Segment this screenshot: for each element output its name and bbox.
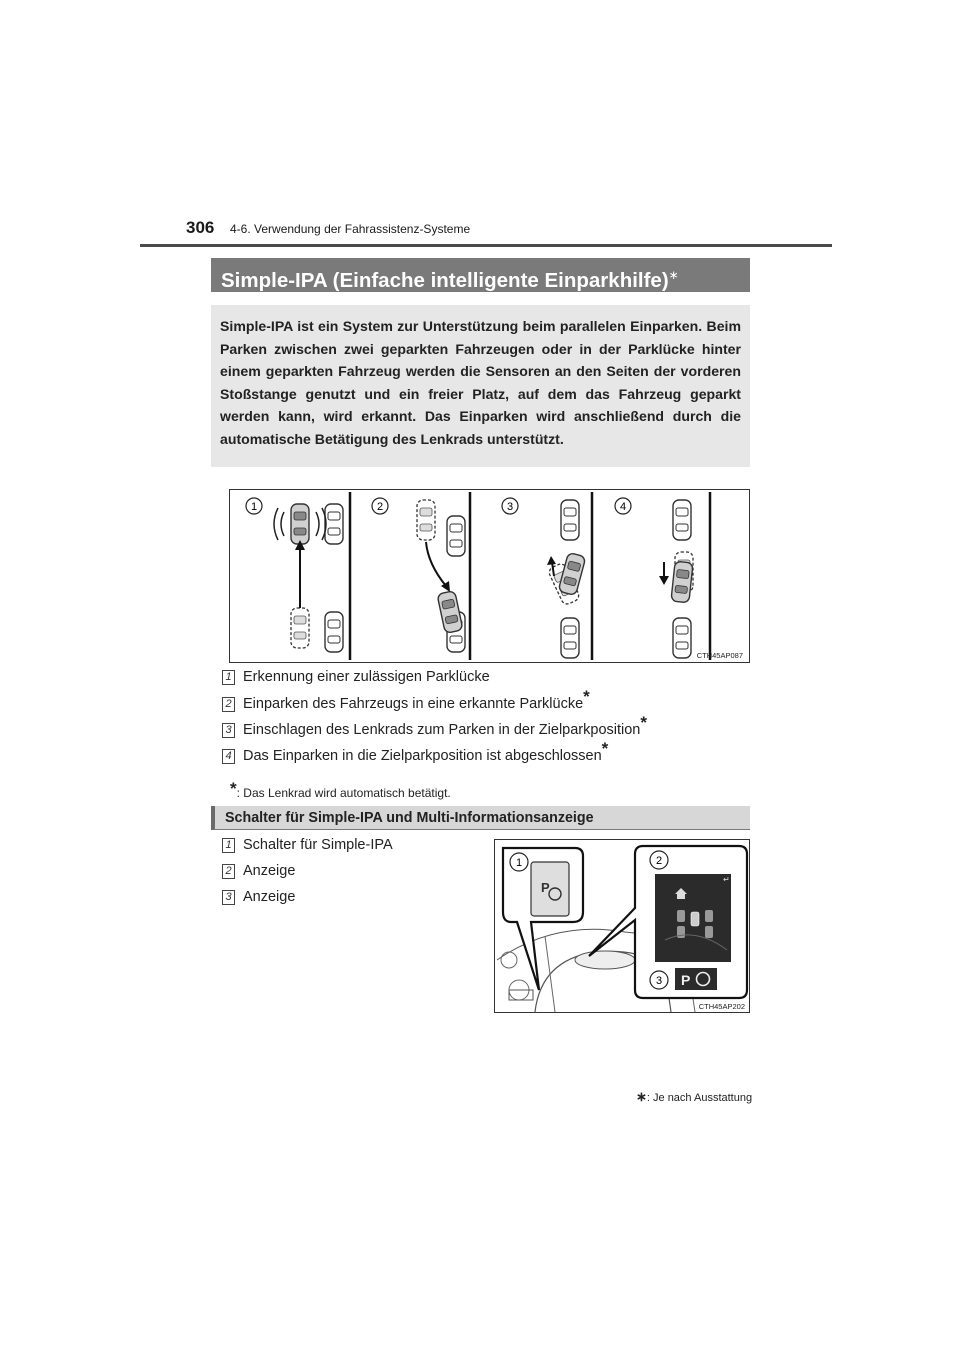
switch-item-1-text: Schalter für Simple-IPA <box>243 837 393 853</box>
switch-item-3-text: Anzeige <box>243 889 296 905</box>
switch-item-1-number: 1 <box>222 838 235 853</box>
display-p-symbol: P <box>681 972 691 988</box>
subsection-title: Schalter für Simple-IPA und Multi-Informationsanzeige <box>211 806 750 830</box>
step-1-number: 1 <box>222 670 235 685</box>
step-2-label: Einparken des Fahrzeugs in eine erkannte Parklücke <box>243 696 584 712</box>
step-1-text <box>243 669 490 685</box>
step-2-star: * <box>583 687 590 706</box>
step-2-badge-label: 2 <box>376 501 384 513</box>
intro-box <box>211 305 750 467</box>
header-rule <box>140 244 832 247</box>
callout-3-badge <box>650 971 668 989</box>
chapter-title: 4-6. Verwendung der Fahrassistenz-Systeme <box>230 222 471 236</box>
step-3-star: * <box>640 713 647 732</box>
step-4-number: 4 <box>222 749 235 764</box>
page-number: 306 <box>186 218 215 237</box>
page-footnote-star: ∗ <box>636 1089 647 1104</box>
callout-1-label: 1 <box>515 857 523 869</box>
step-2-number: 2 <box>222 697 235 712</box>
figure1-code: CTH45AP087 <box>696 651 743 660</box>
callout-1-badge <box>510 853 528 871</box>
step-3-label: Einschlagen des Lenkrads zum Parken in der Zielparkposition <box>243 722 641 738</box>
step-3-badge <box>502 498 518 514</box>
callout-2-label: 2 <box>655 855 663 867</box>
page-footnote <box>636 1089 752 1105</box>
step-1-badge <box>246 498 262 514</box>
step-4-badge-label: 4 <box>619 501 627 513</box>
step-4-text <box>243 739 609 764</box>
step-4-label: Das Einparken in die Zielparkposition ist abgeschlossen <box>243 748 602 764</box>
step-2-badge <box>372 498 388 514</box>
figure2-code: CTH45AP202 <box>698 1002 745 1011</box>
switch-item-2-number: 2 <box>222 864 235 879</box>
step-4-badge <box>615 498 631 514</box>
svg-text:↵: ↵ <box>723 875 730 884</box>
section-title-mark: ∗ <box>668 268 679 282</box>
dashboard-illustration <box>495 840 749 1012</box>
switch-display-figure <box>494 839 750 1013</box>
steps-footnote <box>230 779 451 800</box>
parking-sequence-figure <box>229 489 750 663</box>
footnote-star: * <box>230 779 237 798</box>
intro-text: Simple-IPA ist ein System zur Unterstützung beim parallelen Einparken. Beim Parken zwischen zwei geparkten Fahrzeugen oder in der Parklücke hinter einem geparkten Fahrzeug werden die Sensoren an den Seiten der vorderen Stoßstange genutzt und ein freier Platz, auf dem das Fahrzeug geparkt werden kann, wird erkannt. Das Einparken wird anschließend durch die automatische Betätigung des Lenkrads unterstützt. <box>220 318 741 447</box>
callout-3-label: 3 <box>655 975 663 987</box>
callout-2-badge <box>650 851 668 869</box>
step-3-badge-label: 3 <box>506 501 514 513</box>
step-4-star: * <box>601 739 609 758</box>
step-1-label: Erkennung einer zulässigen Parklücke <box>243 669 490 685</box>
switch-item-2-text: Anzeige <box>243 863 296 879</box>
step-2-text <box>243 687 590 712</box>
switch-item-3-number: 3 <box>222 890 235 905</box>
switch-p-symbol: P <box>541 880 550 895</box>
parking-sequence-illustration <box>230 490 749 662</box>
step-3-text <box>243 713 647 738</box>
step-3-number: 3 <box>222 723 235 738</box>
footnote-text: : Das Lenkrad wird automatisch betätigt. <box>236 786 451 800</box>
page-footnote-text: : Je nach Ausstattung <box>646 1092 753 1104</box>
section-title-text: Simple-IPA (Einfache intelligente Einparkhilfe) <box>221 269 669 292</box>
section-title <box>211 258 750 292</box>
step-1-badge-label: 1 <box>250 501 258 513</box>
